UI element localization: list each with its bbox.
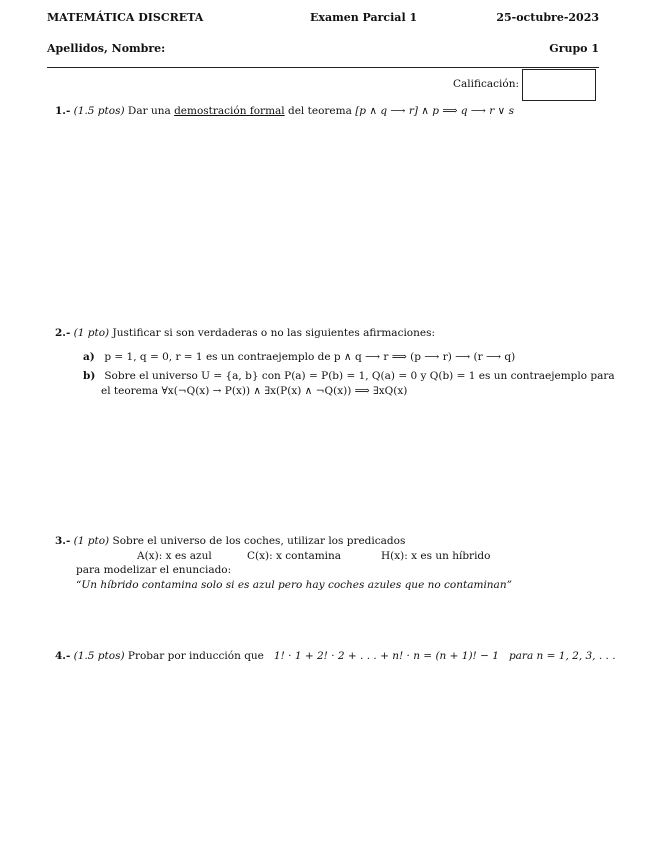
grade-box[interactable] xyxy=(522,69,596,101)
q2-item-a-label: a) xyxy=(83,351,95,363)
q4-formula: 1! · 1 + 2! · 2 + . . . + n! · n = (n + 1)! − 1 xyxy=(273,650,499,662)
q2-number: 2.- xyxy=(55,327,71,339)
question-1 xyxy=(55,105,514,117)
question-4 xyxy=(55,650,616,662)
q3-quote: “Un híbrido contamina solo si es azul pero hay coches azules que no contaminan” xyxy=(76,579,512,591)
q1-points: (1.5 ptos) xyxy=(73,105,125,117)
q1-text-before: Dar una xyxy=(127,105,171,117)
q3-points: (1 pto) xyxy=(73,535,110,547)
q3-text: Sobre el universo de los coches, utilizar los predicados xyxy=(112,535,406,547)
q2-item-b xyxy=(83,370,615,382)
q3-predicate-c: C(x): x contamina xyxy=(247,550,342,562)
exam-date: 25-octubre-2023 xyxy=(496,11,599,24)
q1-formula: [p ∧ q ⟶ r] ∧ p ⟹ q ⟶ r ∨ s xyxy=(355,105,514,117)
q1-text-after: del teorema xyxy=(288,105,352,117)
group-label: Grupo 1 xyxy=(549,42,599,55)
q2-points: (1 pto) xyxy=(73,327,110,339)
q2-item-b-label: b) xyxy=(83,370,96,382)
q1-underlined: demostración formal xyxy=(174,105,285,117)
q2-item-b-line1: Sobre el universo U = {a, b} con P(a) = P(b) = 1, Q(a) = 0 y Q(b) = 1 es un contraejemplo para xyxy=(104,370,615,382)
q2-text: Justificar si son verdaderas o no las siguientes afirmaciones: xyxy=(112,327,436,339)
question-2 xyxy=(55,327,435,339)
q2-item-b-line2: el teorema ∀x(¬Q(x) → P(x)) ∧ ∃x(P(x) ∧ ¬Q(x)) ⟹ ∃xQ(x) xyxy=(101,385,408,397)
exam-title: Examen Parcial 1 xyxy=(310,11,418,24)
q4-number: 4.- xyxy=(55,650,71,662)
q4-points: (1.5 ptos) xyxy=(73,650,125,662)
course-title: MATEMÁTICA DISCRETA xyxy=(47,11,204,24)
header-divider xyxy=(47,67,599,68)
question-3 xyxy=(55,535,405,547)
name-label: Apellidos, Nombre: xyxy=(47,42,166,55)
q4-tail: para n = 1, 2, 3, . . . xyxy=(508,650,616,662)
q3-predicate-h: H(x): x es un híbrido xyxy=(381,550,491,562)
q4-text: Probar por inducción que xyxy=(127,650,264,662)
q3-line2: para modelizar el enunciado: xyxy=(76,564,232,576)
q1-number: 1.- xyxy=(55,105,71,117)
q3-predicate-a: A(x): x es azul xyxy=(137,550,212,562)
q3-number: 3.- xyxy=(55,535,71,547)
q2-item-a-text: p = 1, q = 0, r = 1 es un contraejemplo de p ∧ q ⟶ r ⟹ (p ⟶ r) ⟶ (r ⟶ q) xyxy=(104,351,516,363)
q2-item-a xyxy=(83,351,515,363)
grade-label: Calificación: xyxy=(453,78,520,90)
